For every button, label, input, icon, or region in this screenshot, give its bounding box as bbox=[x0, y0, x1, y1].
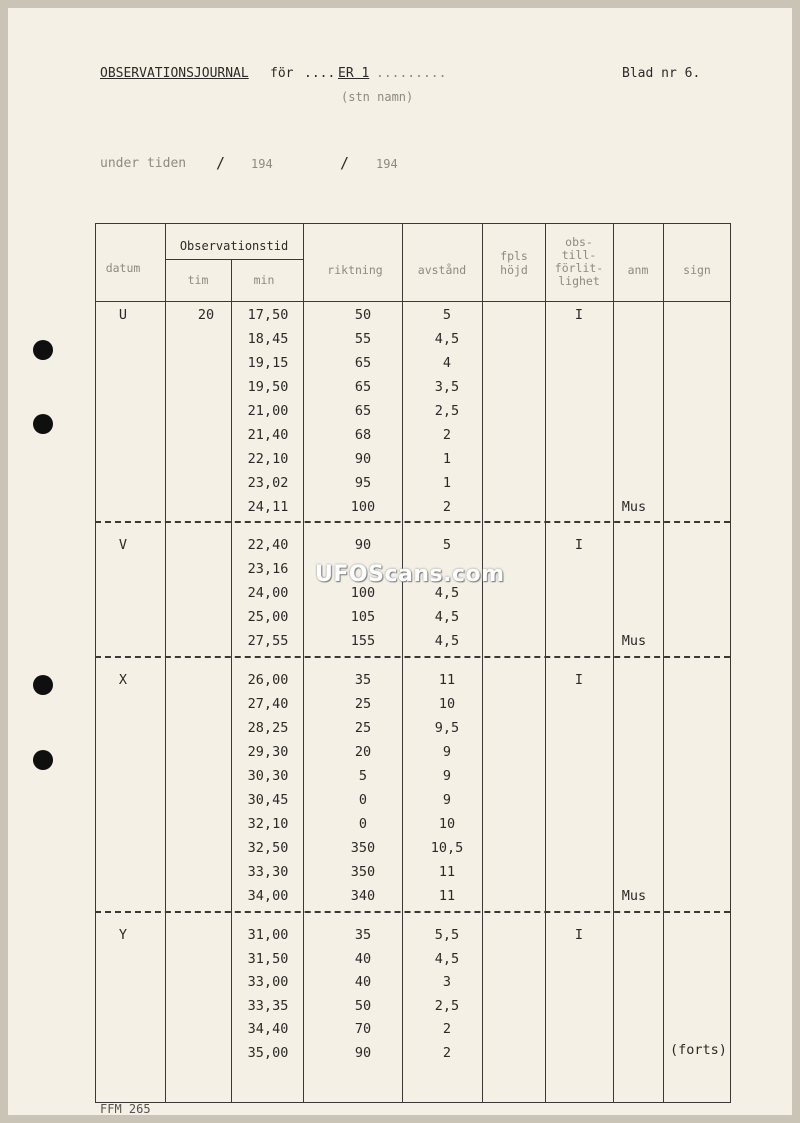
cell-tillforlitlighet: I bbox=[574, 307, 584, 323]
form-number: FFM 265 bbox=[100, 1102, 151, 1116]
station-caption: (stn namn) bbox=[341, 90, 414, 104]
cell-min: 33,35 bbox=[247, 997, 289, 1014]
cell-min: 30,45 bbox=[247, 792, 289, 808]
cell-riktning: 90 bbox=[354, 451, 372, 467]
watermark: UFOScans.com bbox=[315, 562, 505, 587]
cell-riktning: 95 bbox=[354, 475, 372, 491]
col-header-observation-time: Observationstid bbox=[179, 239, 289, 253]
cell-riktning: 0 bbox=[358, 816, 368, 832]
cell-min: 21,00 bbox=[247, 403, 289, 419]
cell-riktning: 55 bbox=[354, 331, 372, 347]
col-header-anm: anm bbox=[627, 263, 649, 277]
col-header-tillforlitlighet: lighet bbox=[558, 274, 600, 288]
continued-note: (forts) bbox=[670, 1042, 727, 1058]
station-name: ER 1 bbox=[338, 66, 370, 81]
cell-avstand: 2,5 bbox=[434, 997, 460, 1014]
cell-riktning: 100 bbox=[350, 499, 376, 515]
cell-avstand: 5 bbox=[442, 307, 452, 323]
punch-hole bbox=[33, 414, 53, 434]
cell-min: 29,30 bbox=[247, 744, 289, 760]
period-separator: / bbox=[340, 154, 350, 172]
col-header-fpl-hojd: höjd bbox=[500, 263, 528, 277]
group-divider bbox=[95, 521, 730, 523]
cell-riktning: 35 bbox=[354, 927, 372, 943]
sheet-number: Blad nr 6. bbox=[622, 66, 701, 81]
cell-riktning: 90 bbox=[354, 1044, 372, 1061]
group-divider bbox=[95, 911, 730, 913]
punch-hole bbox=[33, 340, 53, 360]
cell-avstand: 11 bbox=[438, 672, 456, 688]
cell-min: 23,16 bbox=[247, 561, 289, 577]
cell-avstand: 5,5 bbox=[434, 927, 460, 943]
col-header-tillforlitlighet: obs- bbox=[565, 235, 593, 249]
cell-avstand: 2,5 bbox=[434, 403, 460, 419]
cell-avstand: 4,5 bbox=[434, 585, 460, 601]
col-header-tillforlitlighet: till- bbox=[561, 248, 597, 262]
cell-min: 33,30 bbox=[247, 864, 289, 880]
cell-riktning: 25 bbox=[354, 720, 372, 736]
cell-datum: U bbox=[118, 307, 128, 323]
cell-min: 26,00 bbox=[247, 672, 289, 688]
cell-avstand: 1 bbox=[442, 451, 452, 467]
punch-hole bbox=[33, 675, 53, 695]
cell-avstand: 11 bbox=[438, 888, 456, 904]
cell-min: 19,15 bbox=[247, 355, 289, 371]
cell-avstand: 2 bbox=[442, 1021, 452, 1037]
cell-min: 34,00 bbox=[247, 888, 289, 904]
cell-min: 31,00 bbox=[247, 927, 289, 943]
cell-datum: X bbox=[118, 672, 128, 688]
cell-min: 18,45 bbox=[247, 331, 289, 347]
col-header-riktning: riktning bbox=[327, 263, 383, 277]
cell-riktning: 5 bbox=[358, 768, 368, 784]
cell-min: 33,00 bbox=[247, 974, 289, 990]
station-dots-left: .... bbox=[304, 66, 336, 81]
cell-avstand: 5 bbox=[442, 537, 452, 553]
cell-anm: Mus bbox=[621, 888, 647, 904]
cell-avstand: 1 bbox=[442, 475, 452, 491]
cell-tillforlitlighet: I bbox=[574, 672, 584, 688]
cell-avstand: 9,5 bbox=[434, 720, 460, 736]
cell-riktning: 50 bbox=[354, 997, 372, 1014]
cell-min: 35,00 bbox=[247, 1044, 289, 1061]
col-header-min: min bbox=[253, 273, 275, 287]
cell-min: 24,00 bbox=[247, 585, 289, 601]
cell-datum: V bbox=[118, 537, 128, 553]
cell-min: 25,00 bbox=[247, 609, 289, 625]
cell-riktning: 40 bbox=[354, 950, 372, 967]
col-header-tim: tim bbox=[187, 273, 209, 287]
cell-min: 27,40 bbox=[247, 696, 289, 712]
cell-riktning: 35 bbox=[354, 672, 372, 688]
cell-min: 34,40 bbox=[247, 1021, 289, 1037]
cell-riktning: 70 bbox=[354, 1021, 372, 1037]
cell-riktning: 25 bbox=[354, 696, 372, 712]
cell-riktning: 90 bbox=[354, 537, 372, 553]
cell-min: 22,40 bbox=[247, 537, 289, 553]
cell-anm: Mus bbox=[621, 499, 647, 515]
cell-riktning: 340 bbox=[350, 888, 376, 904]
cell-min: 32,50 bbox=[247, 840, 289, 856]
cell-avstand: 9 bbox=[442, 768, 452, 784]
cell-min: 23,02 bbox=[247, 475, 289, 491]
cell-min: 21,40 bbox=[247, 427, 289, 443]
cell-riktning: 155 bbox=[350, 633, 376, 649]
cell-riktning: 350 bbox=[350, 864, 376, 880]
cell-avstand: 3 bbox=[442, 974, 452, 990]
cell-riktning: 40 bbox=[354, 974, 372, 990]
cell-avstand: 11 bbox=[438, 864, 456, 880]
cell-min: 24,11 bbox=[247, 499, 289, 515]
cell-avstand: 10 bbox=[438, 696, 456, 712]
cell-anm: Mus bbox=[621, 633, 647, 649]
col-header-fpl-hojd: fpls bbox=[500, 249, 528, 263]
col-header-tillforlitlighet: förlit- bbox=[554, 261, 604, 275]
cell-min: 31,50 bbox=[247, 950, 289, 967]
cell-riktning: 50 bbox=[354, 307, 372, 323]
punch-hole bbox=[33, 750, 53, 770]
cell-riktning: 105 bbox=[350, 609, 376, 625]
cell-avstand: 9 bbox=[442, 792, 452, 808]
col-header-sign: sign bbox=[683, 263, 711, 277]
cell-avstand: 10,5 bbox=[430, 840, 464, 856]
col-header-datum: datum bbox=[105, 261, 141, 275]
cell-min: 17,50 bbox=[247, 307, 289, 323]
cell-avstand: 2 bbox=[442, 427, 452, 443]
cell-min: 30,30 bbox=[247, 768, 289, 784]
cell-riktning: 65 bbox=[354, 403, 372, 419]
col-header-avstand: avstånd bbox=[417, 263, 467, 277]
cell-riktning: 100 bbox=[350, 585, 376, 601]
cell-avstand: 4 bbox=[442, 355, 452, 371]
document-page bbox=[8, 8, 792, 1115]
period-separator: / bbox=[216, 154, 226, 172]
cell-tillforlitlighet: I bbox=[574, 537, 584, 553]
cell-riktning: 65 bbox=[354, 355, 372, 371]
cell-avstand: 4,5 bbox=[434, 633, 460, 649]
cell-riktning: 20 bbox=[354, 744, 372, 760]
cell-riktning: 0 bbox=[358, 792, 368, 808]
cell-avstand: 4,5 bbox=[434, 331, 460, 347]
cell-tim: 20 bbox=[197, 307, 215, 323]
cell-avstand: 2 bbox=[442, 1044, 452, 1061]
cell-min: 19,50 bbox=[247, 379, 289, 395]
cell-avstand: 9 bbox=[442, 744, 452, 760]
journal-title: OBSERVATIONSJOURNAL bbox=[100, 66, 249, 81]
cell-avstand: 10 bbox=[438, 816, 456, 832]
for-label: för bbox=[270, 66, 294, 81]
period-label: under tiden bbox=[100, 156, 187, 171]
cell-datum: Y bbox=[118, 927, 128, 943]
group-divider bbox=[95, 656, 730, 658]
cell-min: 27,55 bbox=[247, 633, 289, 649]
period-year: 194 bbox=[251, 157, 273, 171]
cell-riktning: 68 bbox=[354, 427, 372, 443]
cell-avstand: 2 bbox=[442, 499, 452, 515]
station-dots-right: ......... bbox=[376, 66, 447, 81]
period-year: 194 bbox=[376, 157, 398, 171]
cell-min: 32,10 bbox=[247, 816, 289, 832]
cell-min: 28,25 bbox=[247, 720, 289, 736]
cell-min: 22,10 bbox=[247, 451, 289, 467]
cell-riktning: 350 bbox=[350, 840, 376, 856]
cell-avstand: 4,5 bbox=[434, 609, 460, 625]
cell-riktning: 65 bbox=[354, 379, 372, 395]
cell-tillforlitlighet: I bbox=[574, 927, 584, 943]
cell-avstand: 4,5 bbox=[434, 950, 460, 967]
cell-avstand: 3,5 bbox=[434, 379, 460, 395]
